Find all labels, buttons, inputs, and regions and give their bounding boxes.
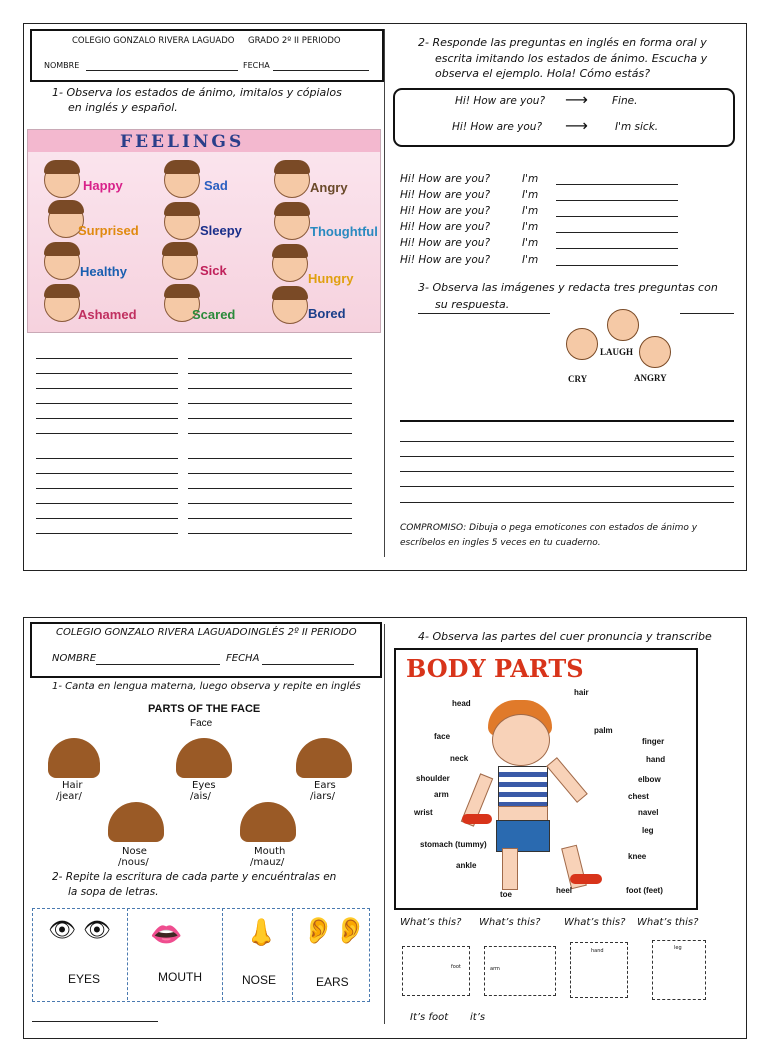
- task-1-text: 1- Canta en lengua materna, luego observa y repite en inglés: [52, 681, 361, 692]
- box-divider: [127, 908, 128, 1000]
- label-elbow: elbow: [638, 775, 661, 784]
- task-1-text-cont: en inglés y español.: [68, 101, 178, 114]
- feelings-title: FEELINGS: [120, 132, 245, 152]
- question: Hi! How are you?: [400, 205, 491, 217]
- angry-face-icon: [639, 336, 671, 368]
- face-parts-subtitle: Face: [190, 718, 213, 729]
- task-3-line-right[interactable]: [680, 313, 734, 314]
- boy-head-icon: [492, 714, 550, 766]
- school-name: COLEGIO GONZALO RIVERA LAGUADO: [56, 627, 248, 638]
- label-laugh: LAUGH: [600, 347, 634, 357]
- box-divider: [222, 908, 223, 1000]
- boy-leg-left-icon: [502, 848, 518, 890]
- face-part-ipa: /jear/: [56, 791, 82, 802]
- answer-prefix: I'm: [522, 173, 539, 185]
- shoe-icon: [462, 814, 492, 824]
- label-navel: navel: [638, 808, 659, 817]
- task-3-line-left[interactable]: [418, 313, 550, 314]
- box-divider: [292, 908, 293, 1000]
- small-label-hand: hand: [591, 948, 604, 954]
- task-3-text: 3- Observa las imágenes y redacta tres preguntas con: [418, 281, 718, 294]
- task-2-text-cont: la sopa de letras.: [68, 886, 159, 898]
- arrow-icon: ⟶: [565, 116, 588, 135]
- name-label: NOMBRE: [44, 61, 80, 70]
- label-arm: arm: [434, 790, 449, 799]
- face-hungry: [272, 246, 308, 282]
- grade-label: GRADO 2º II PERIODO: [248, 36, 341, 46]
- laughing-face-icon: [607, 309, 639, 341]
- feeling-angry: Angry: [310, 180, 348, 195]
- face-sick: [162, 244, 198, 280]
- feeling-sad: Sad: [204, 178, 228, 193]
- task-2-text-cont2: observa el ejemplo. Hola! Cómo estás?: [435, 67, 651, 80]
- grade-label: INGLÉS 2º II PERIODO: [248, 627, 357, 638]
- answer-line[interactable]: [556, 232, 678, 233]
- label-head: head: [452, 699, 471, 708]
- label-knee: knee: [628, 852, 647, 861]
- face-angry: [274, 162, 310, 198]
- task-2-text: 2- Repite la escritura de cada parte y encuéntralas en: [52, 871, 337, 883]
- face-part-word: Eyes: [192, 780, 216, 791]
- answer-line[interactable]: [556, 265, 678, 266]
- whats-this-3: What’s this?: [564, 917, 626, 928]
- answer-its: it’s: [470, 1012, 486, 1023]
- face-parts-title: PARTS OF THE FACE: [148, 703, 261, 715]
- face-thoughtful: [274, 204, 310, 240]
- answer-line[interactable]: [32, 1021, 158, 1022]
- label-foot: foot (feet): [626, 886, 663, 895]
- name-label: NOMBRE: [52, 653, 97, 664]
- question: Hi! How are you?: [400, 221, 491, 233]
- face-part-ipa: /ais/: [190, 791, 211, 802]
- whats-this-2: What’s this?: [479, 917, 541, 928]
- date-label: FECHA: [243, 61, 270, 70]
- feeling-bored: Bored: [308, 306, 346, 321]
- word-eyes: EYES: [68, 972, 101, 986]
- compromiso-text: COMPROMISO: Dibuja o pega emoticones con estados de ánimo y: [400, 523, 698, 533]
- school-name: COLEGIO GONZALO RIVERA LAGUADO: [72, 36, 235, 46]
- ear-icon: 👂👂: [302, 916, 367, 946]
- question: Hi! How are you?: [400, 254, 491, 266]
- answer-prefix: I'm: [522, 254, 539, 266]
- feeling-scared: Scared: [192, 307, 236, 322]
- answer-prefix: I'm: [522, 221, 539, 233]
- compromiso-text-cont: escríbelos en ingles 5 veces en tu cuaderno.: [400, 538, 601, 548]
- label-hair: hair: [574, 688, 589, 697]
- date-label: FECHA: [226, 653, 260, 664]
- feeling-surprised: Surprised: [78, 223, 139, 238]
- small-label-leg: leg: [674, 945, 682, 951]
- whats-this-1: What’s this?: [400, 917, 462, 928]
- face-sleepy: [164, 204, 200, 240]
- column-divider: [384, 624, 385, 1024]
- answer-prefix: I'm: [522, 189, 539, 201]
- feelings-picture: [27, 129, 381, 333]
- task-3-text-cont: su respuesta.: [435, 298, 510, 311]
- face-part-ipa: /mauz/: [250, 857, 285, 868]
- example-answer-1: Fine.: [612, 95, 638, 107]
- label-finger: finger: [642, 737, 665, 746]
- feeling-ashamed: Ashamed: [78, 307, 137, 322]
- feeling-happy: Happy: [83, 178, 123, 193]
- answer-line[interactable]: [556, 216, 678, 217]
- question: Hi! How are you?: [400, 237, 491, 249]
- crying-face-icon: [566, 328, 598, 360]
- answer-its-foot: It’s foot: [410, 1012, 449, 1023]
- date-field[interactable]: [262, 664, 354, 665]
- word-ears: EARS: [316, 975, 349, 989]
- question: Hi! How are you?: [400, 173, 491, 185]
- label-leg: leg: [642, 826, 654, 835]
- body-parts-picture: [394, 648, 698, 910]
- example-answer-2: I'm sick.: [615, 121, 659, 133]
- foot-picture-box: [402, 946, 470, 996]
- label-shoulder: shoulder: [416, 774, 450, 783]
- nose-icon: 👃: [245, 918, 278, 948]
- date-field[interactable]: [273, 70, 369, 71]
- example-box: [393, 88, 735, 147]
- feeling-sick: Sick: [200, 263, 227, 278]
- eye-icon: 👁 👁: [48, 918, 111, 943]
- arrow-icon: ⟶: [565, 90, 588, 109]
- task-1-text: 1- Observa los estados de ánimo, imitalos y cópialos: [52, 86, 342, 99]
- answer-line[interactable]: [556, 248, 678, 249]
- question: Hi! How are you?: [400, 189, 491, 201]
- whats-this-4: What’s this?: [637, 917, 699, 928]
- face-happy: [44, 162, 80, 198]
- lips-icon: 👄: [150, 920, 183, 950]
- boy-shirt-icon: [498, 766, 548, 810]
- face-part-ipa: /nous/: [118, 857, 149, 868]
- label-cry: CRY: [568, 374, 588, 384]
- label-hand: hand: [646, 755, 666, 764]
- column-divider: [384, 29, 385, 557]
- face-ashamed: [44, 286, 80, 322]
- label-wrist: wrist: [414, 808, 433, 817]
- task-2-text-cont: escrita imitando los estados de ánimo. Escucha y: [435, 52, 708, 65]
- face-part-word: Hair: [62, 780, 83, 791]
- word-nose: NOSE: [242, 973, 277, 987]
- face-sad: [164, 162, 200, 198]
- shoe-icon: [570, 874, 602, 884]
- answer-line[interactable]: [556, 184, 678, 185]
- label-chest: chest: [628, 792, 649, 801]
- task-2-text: 2- Responde las preguntas en inglés en forma oral y: [418, 36, 707, 49]
- answer-line[interactable]: [556, 200, 678, 201]
- label-ankle: ankle: [456, 861, 477, 870]
- word-mouth: MOUTH: [158, 970, 202, 984]
- small-label-foot: foot: [451, 964, 461, 970]
- feeling-healthy: Healthy: [80, 264, 127, 279]
- face-healthy: [44, 244, 80, 280]
- small-label-arm: arm: [490, 966, 500, 972]
- feeling-sleepy: Sleepy: [200, 223, 242, 238]
- example-question-2: Hi! How are you?: [452, 121, 543, 133]
- label-angry: ANGRY: [634, 373, 667, 383]
- label-stomach: stomach (tummy): [420, 840, 487, 849]
- body-parts-title: BODY PARTS: [406, 654, 584, 683]
- face-bored: [272, 288, 308, 324]
- label-toe: toe: [500, 890, 512, 899]
- label-face: face: [434, 732, 451, 741]
- emotions-picture: [552, 306, 676, 396]
- answer-prefix: I'm: [522, 237, 539, 249]
- label-palm: palm: [594, 726, 613, 735]
- name-field[interactable]: [96, 664, 220, 665]
- feeling-hungry: Hungry: [308, 271, 354, 286]
- face-part-word: Ears: [314, 780, 336, 791]
- example-question-1: Hi! How are you?: [455, 95, 546, 107]
- face-part-ipa: /iars/: [310, 791, 335, 802]
- feeling-thoughtful: Thoughtful: [310, 224, 378, 239]
- boy-arm-right-icon: [546, 757, 588, 803]
- face-part-word: Mouth: [254, 846, 286, 857]
- task-4-text: 4- Observa las partes del cuer pronuncia y transcribe: [418, 630, 712, 643]
- name-field[interactable]: [86, 70, 238, 71]
- face-part-word: Nose: [122, 846, 147, 857]
- answer-prefix: I'm: [522, 205, 539, 217]
- label-neck: neck: [450, 754, 469, 763]
- label-heel: heel: [556, 886, 573, 895]
